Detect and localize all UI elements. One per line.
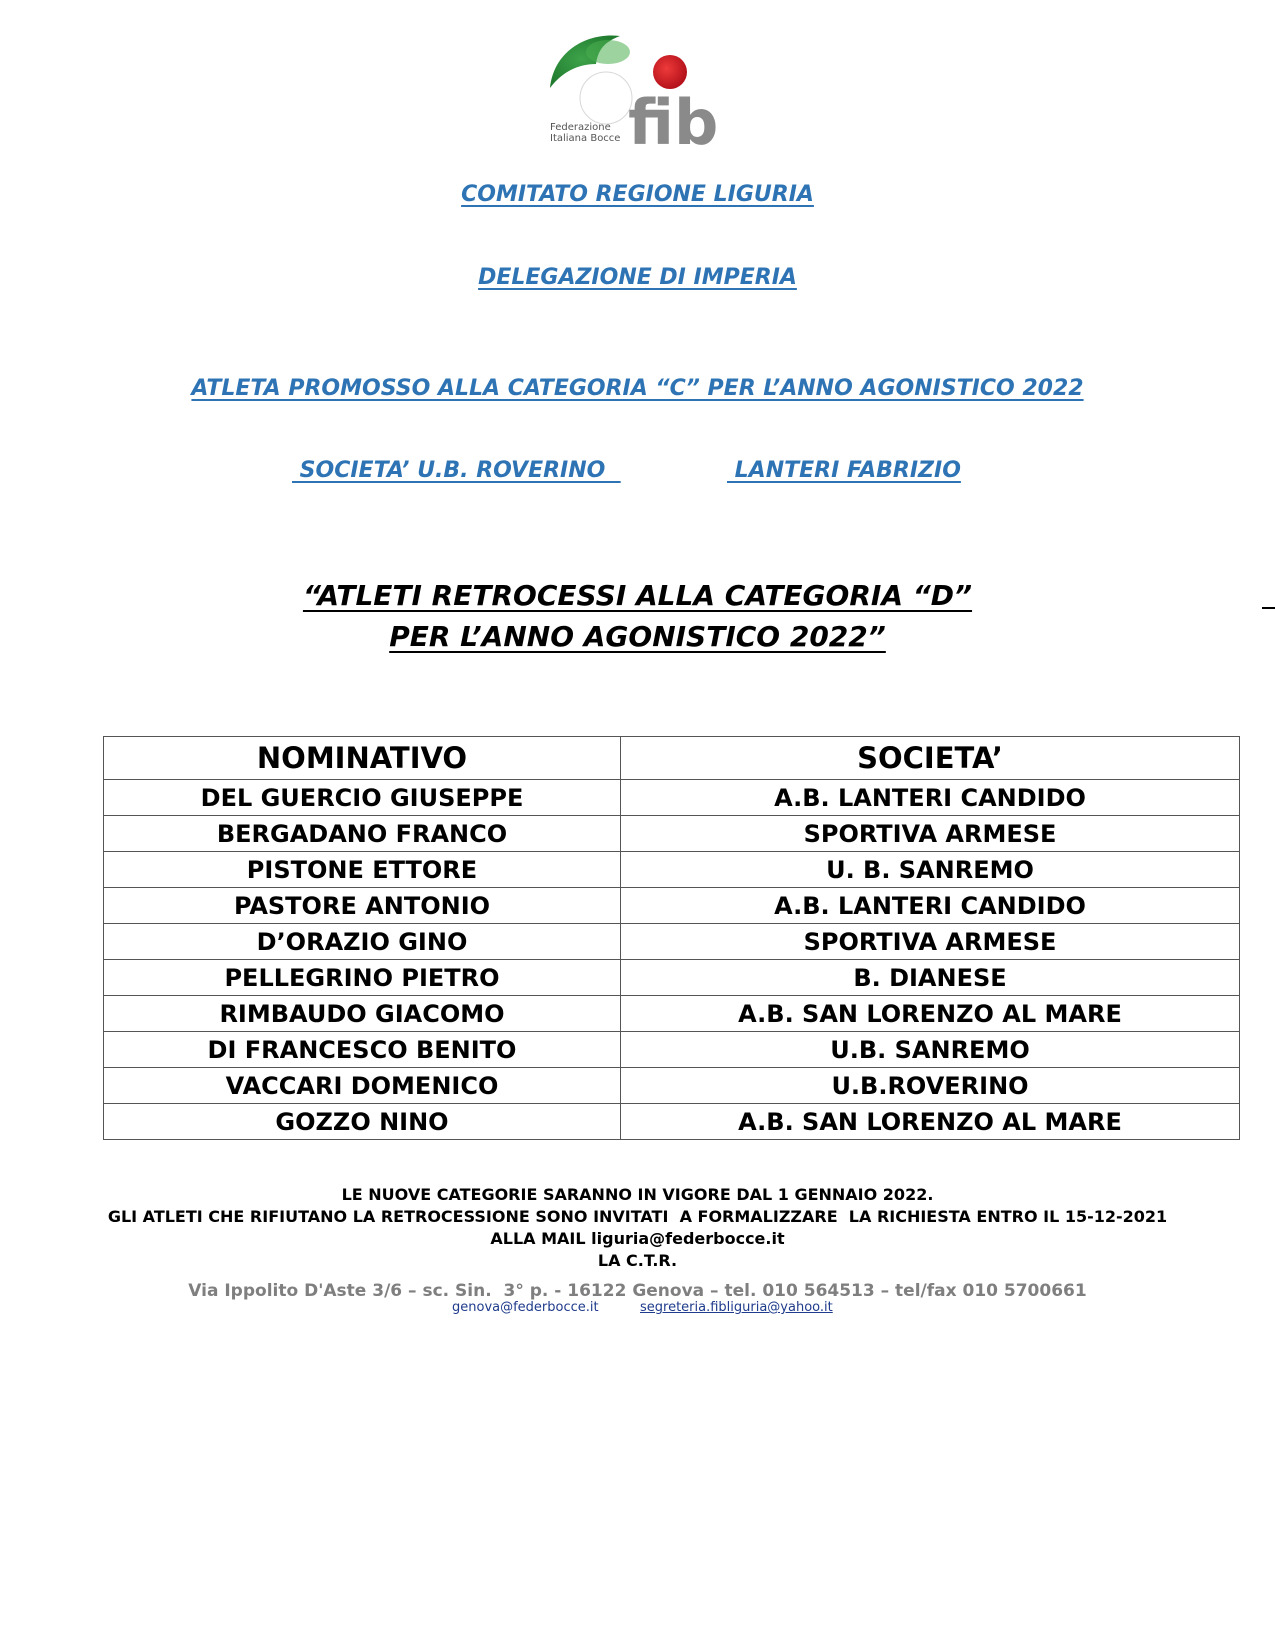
svg-text:fib: fib	[628, 86, 719, 159]
table-row	[104, 1032, 1240, 1068]
athlete-society: U. B. SANREMO	[621, 852, 1240, 888]
promoted-society: SOCIETA’ U.B. ROVERINO	[292, 458, 621, 483]
athlete-name: RIMBAUDO GIACOMO	[104, 996, 621, 1032]
athlete-name: PASTORE ANTONIO	[104, 888, 621, 924]
athlete-name: PISTONE ETTORE	[104, 852, 621, 888]
athlete-society: A.B. SAN LORENZO AL MARE	[621, 996, 1240, 1032]
edge-dash	[1262, 607, 1275, 609]
note-signature: LA C.T.R.	[597, 1251, 678, 1270]
athlete-society: SPORTIVA ARMESE	[621, 816, 1240, 852]
athlete-name: PELLEGRINO PIETRO	[104, 960, 621, 996]
header-nominativo: NOMINATIVO	[104, 737, 621, 780]
committee-heading: COMITATO REGIONE LIGURIA	[461, 182, 814, 207]
relegated-title-line2: PER L’ANNO AGONISTICO 2022”	[389, 620, 886, 653]
table-row	[104, 924, 1240, 960]
table-row	[104, 1104, 1240, 1140]
footer-email-segreteria[interactable]: segreteria.fibliguria@yahoo.it	[640, 1300, 833, 1315]
athlete-name: DI FRANCESCO BENITO	[104, 1032, 621, 1068]
svg-text:Italiana Bocce: Italiana Bocce	[550, 133, 621, 144]
athlete-name: D’ORAZIO GINO	[104, 924, 621, 960]
table-row	[104, 960, 1240, 996]
table-row	[104, 852, 1240, 888]
footer-email-genova[interactable]: genova@federbocce.it	[452, 1300, 599, 1315]
table-row	[104, 996, 1240, 1032]
athlete-name: GOZZO NINO	[104, 1104, 621, 1140]
athlete-society: B. DIANESE	[621, 960, 1240, 996]
delegation-heading: DELEGAZIONE DI IMPERIA	[478, 265, 797, 290]
athlete-society: A.B. LANTERI CANDIDO	[621, 888, 1240, 924]
table-row	[104, 1068, 1240, 1104]
header-societa: SOCIETA’	[621, 737, 1240, 780]
relegated-athletes-table	[103, 736, 1240, 1140]
athlete-society: A.B. LANTERI CANDIDO	[621, 780, 1240, 816]
fib-logo	[548, 30, 744, 160]
table-row	[104, 780, 1240, 816]
note-mail: ALLA MAIL liguria@federbocce.it	[490, 1229, 785, 1248]
promoted-athlete: LANTERI FABRIZIO	[727, 458, 961, 483]
athlete-society: SPORTIVA ARMESE	[621, 924, 1240, 960]
red-ball	[653, 55, 687, 89]
table-row	[104, 816, 1240, 852]
note-effective-date: LE NUOVE CATEGORIE SARANNO IN VIGORE DAL 1 GENNAIO 2022.	[341, 1185, 934, 1204]
athlete-name: BERGADANO FRANCO	[104, 816, 621, 852]
relegated-title-line1: “ATLETI RETROCESSI ALLA CATEGORIA “D”	[302, 579, 973, 612]
athlete-name: DEL GUERCIO GIUSEPPE	[104, 780, 621, 816]
svg-text:Federazione: Federazione	[550, 122, 611, 133]
athlete-society: A.B. SAN LORENZO AL MARE	[621, 1104, 1240, 1140]
note-refusal-deadline: GLI ATLETI CHE RIFIUTANO LA RETROCESSIONE SONO INVITATI A FORMALIZZARE LA RICHIESTA ENTRO IL 15-12-2021	[107, 1207, 1168, 1226]
table-row	[104, 888, 1240, 924]
promoted-heading: ATLETA PROMOSSO ALLA CATEGORIA “C” PER L’ANNO AGONISTICO 2022	[191, 376, 1084, 401]
athlete-society: U.B. SANREMO	[621, 1032, 1240, 1068]
athlete-name: VACCARI DOMENICO	[104, 1068, 621, 1104]
athlete-society: U.B.ROVERINO	[621, 1068, 1240, 1104]
table-header-row	[104, 737, 1240, 780]
footer-address: Via Ippolito D'Aste 3/6 – sc. Sin. 3° p. - 16122 Genova – tel. 010 564513 – tel/fax 010 5700661	[188, 1281, 1087, 1301]
notes-block	[0, 1184, 1275, 1272]
